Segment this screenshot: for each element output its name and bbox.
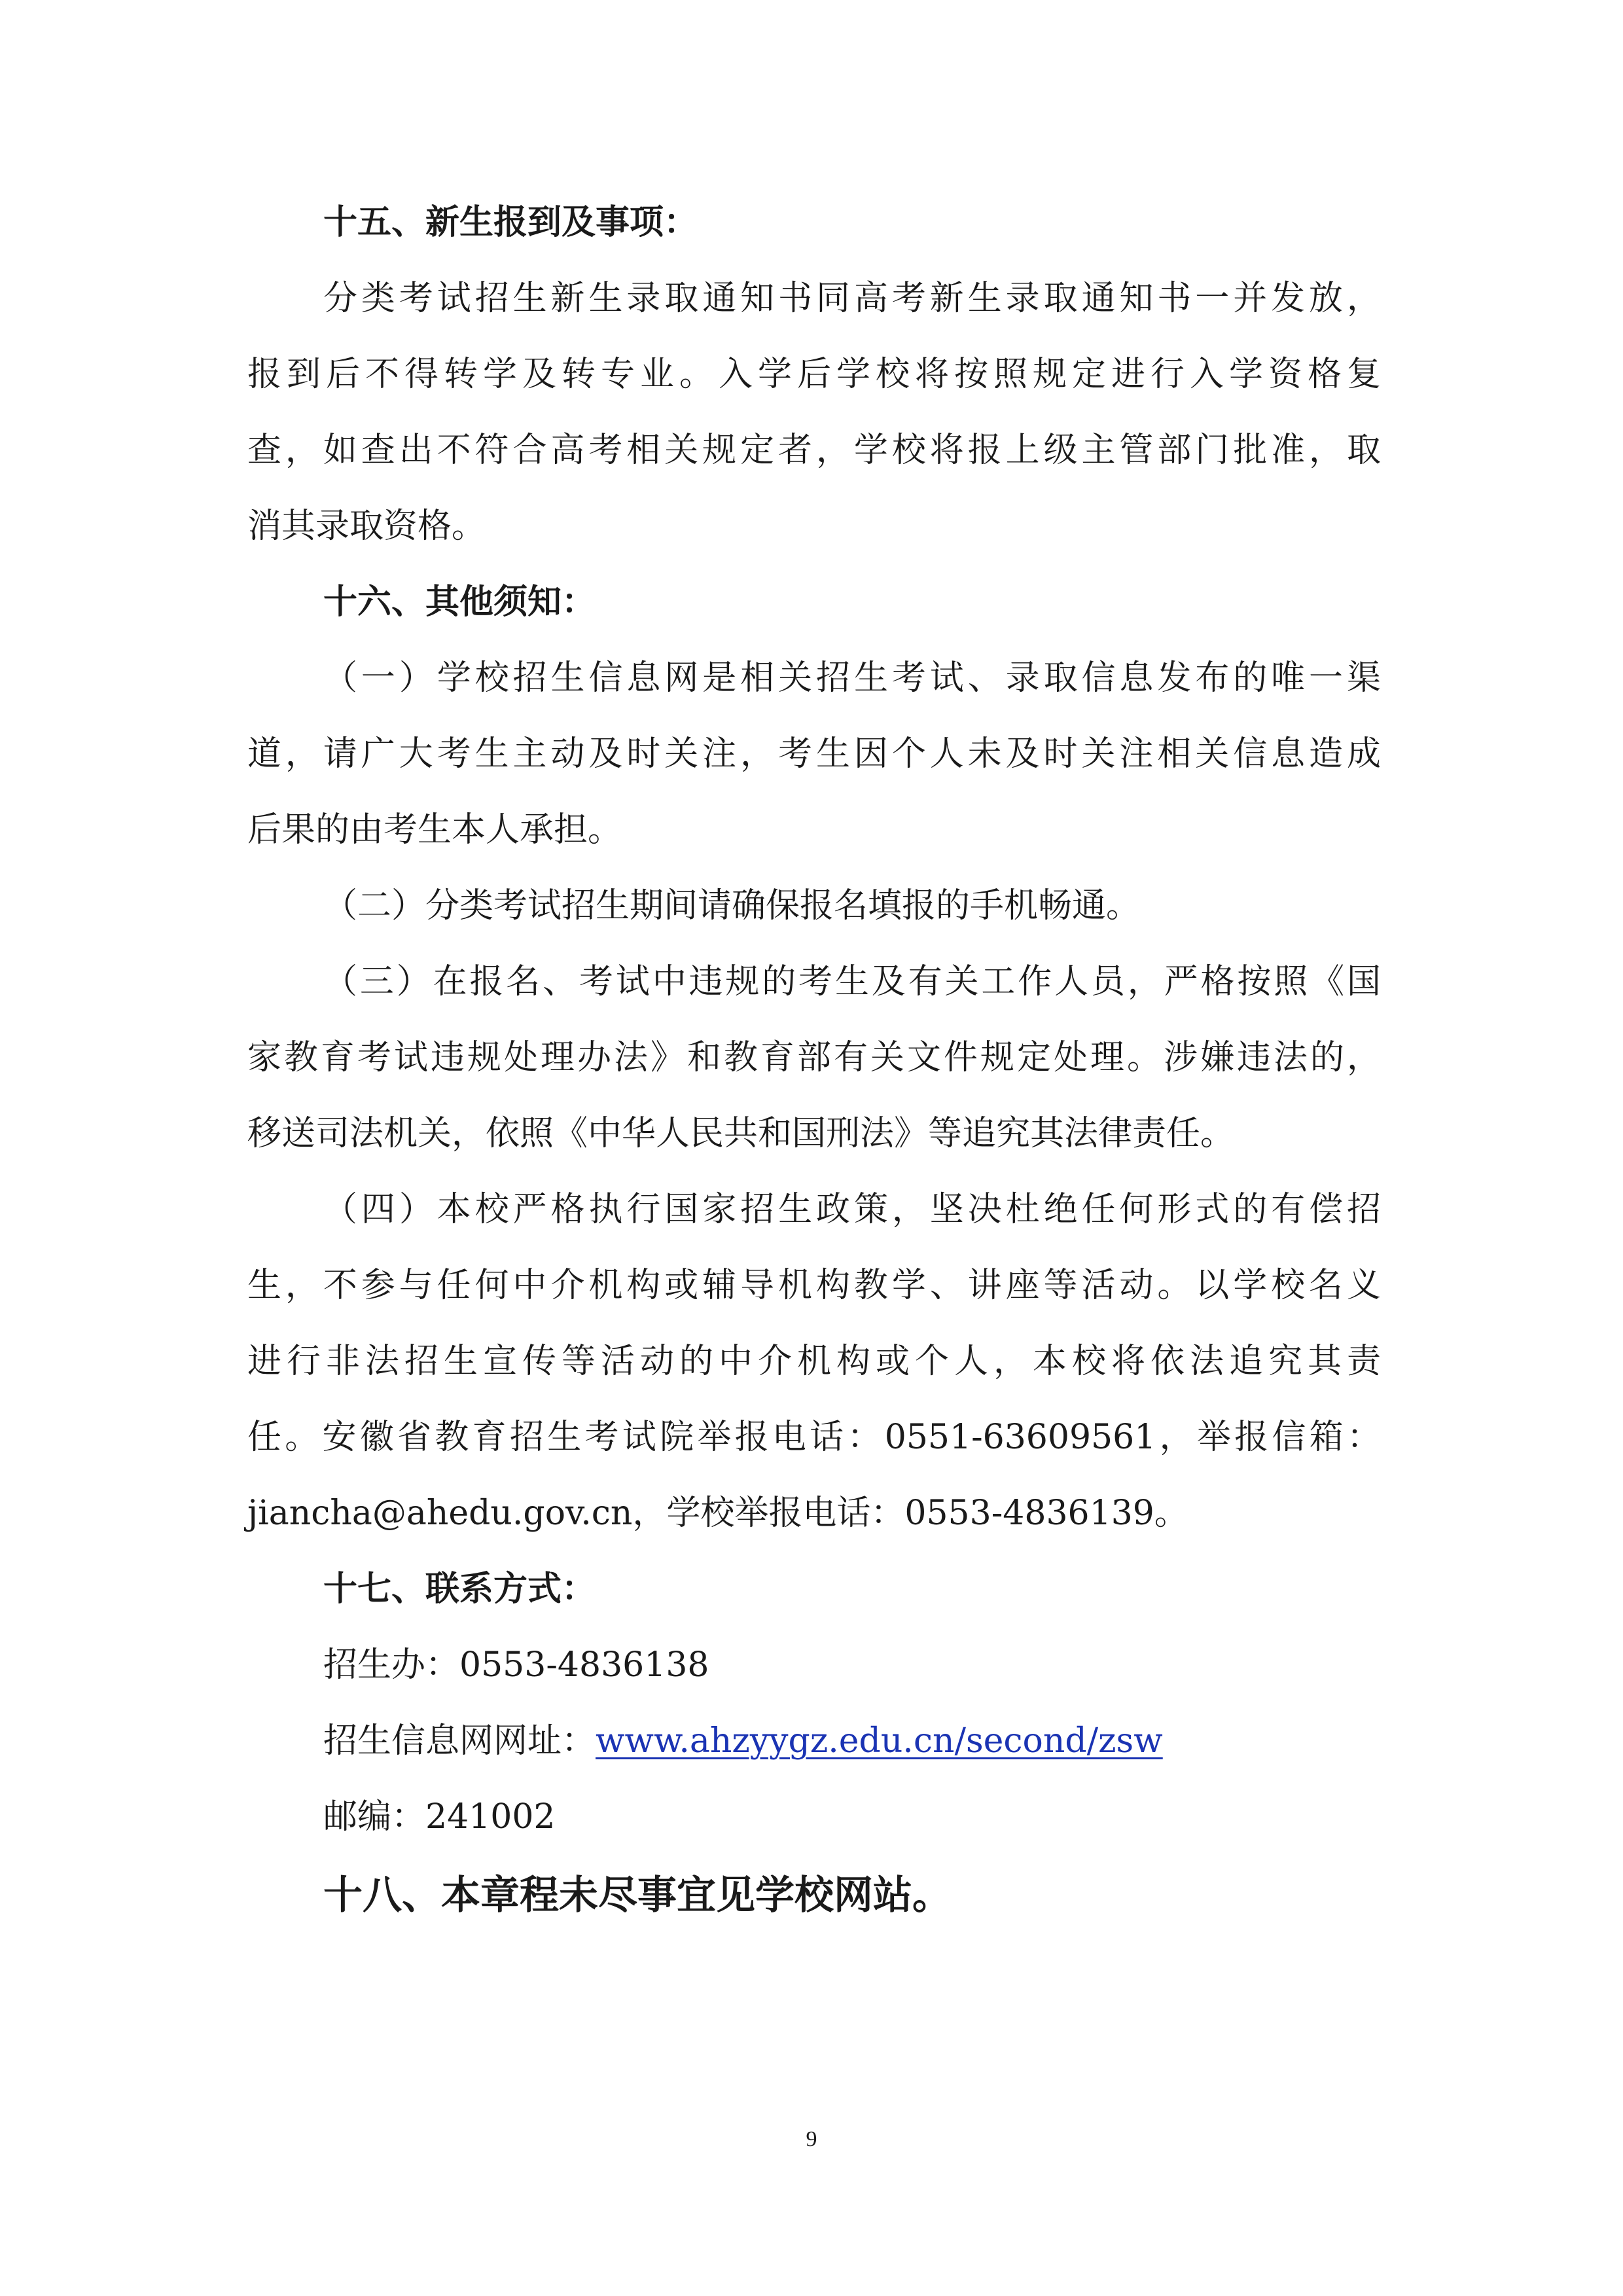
contact-postcode-label: 邮编：: [323, 1797, 426, 1837]
section-15-line-2: 报到后不得转学及转专业。入学后学校将按照规定进行入学资格复: [247, 355, 1381, 394]
section-16-item-1-line-2: 道，请广大考生主动及时关注，考生因个人未及时关注相关信息造成: [247, 734, 1381, 774]
contact-office-label: 招生办：: [323, 1645, 460, 1685]
section-16-item-2-line-1: （二）分类考试招生期间请确保报名填报的手机畅通。: [323, 886, 1141, 925]
section-15-heading: 十五、新生报到及事项：: [323, 203, 698, 242]
section-16-item-1-line-1: （一）学校招生信息网是相关招生考试、录取信息发布的唯一渠: [323, 658, 1381, 698]
contact-postcode-row: [247, 1779, 1381, 1855]
contact-website-link[interactable]: www.ahzyygz.edu.cn/second/zsw: [596, 1721, 1163, 1761]
section-16-item-4-line-4: 任。安徽省教育招生考试院举报电话：0551-63609561，举报信箱：: [247, 1418, 1381, 1457]
section-15-line-4: 消其录取资格。: [247, 507, 486, 546]
section-16-item-1-line-3: 后果的由考生本人承担。: [247, 810, 622, 850]
section-16-heading: 十六、其他须知：: [323, 583, 596, 622]
contact-website-row: [247, 1703, 1381, 1779]
section-16-item-3-line-1: （三）在报名、考试中违规的考生及有关工作人员，严格按照《国: [323, 962, 1381, 1001]
contact-office-phone: 0553-4836138: [459, 1645, 709, 1685]
section-16-item-3-line-3: 移送司法机关，依照《中华人民共和国刑法》等追究其法律责任。: [247, 1114, 1235, 1153]
contact-postcode-value: 241002: [425, 1797, 556, 1837]
section-16-item-4-line-3: 进行非法招生宣传等活动的中介机构或个人，本校将依法追究其责: [247, 1342, 1381, 1381]
page-number: 9: [806, 2127, 817, 2151]
section-15-line-1: 分类考试招生新生录取通知书同高考新生录取通知书一并发放，: [323, 279, 1381, 318]
contact-website-label: 招生信息网网址：: [323, 1721, 596, 1761]
document-body: [247, 185, 1381, 1933]
contact-office-row: [247, 1627, 1381, 1703]
section-16-item-4-line-1: （四）本校严格执行国家招生政策，坚决杜绝任何形式的有偿招: [323, 1190, 1381, 1229]
section-17-heading: 十七、联系方式：: [323, 1570, 596, 1609]
section-16-item-3-line-2: 家教育考试违规处理办法》和教育部有关文件规定处理。涉嫌违法的，: [247, 1038, 1381, 1077]
section-16-item-4-line-5: jiancha@ahedu.gov.cn，学校举报电话：0553-4836139。: [247, 1494, 1188, 1533]
section-18-heading: 十八、本章程未尽事宜见学校网站。: [323, 1873, 952, 1918]
section-15-line-3: 查，如查出不符合高考相关规定者，学校将报上级主管部门批准，取: [247, 431, 1381, 470]
section-16-item-4-line-2: 生，不参与任何中介机构或辅导机构教学、讲座等活动。以学校名义: [247, 1266, 1381, 1305]
